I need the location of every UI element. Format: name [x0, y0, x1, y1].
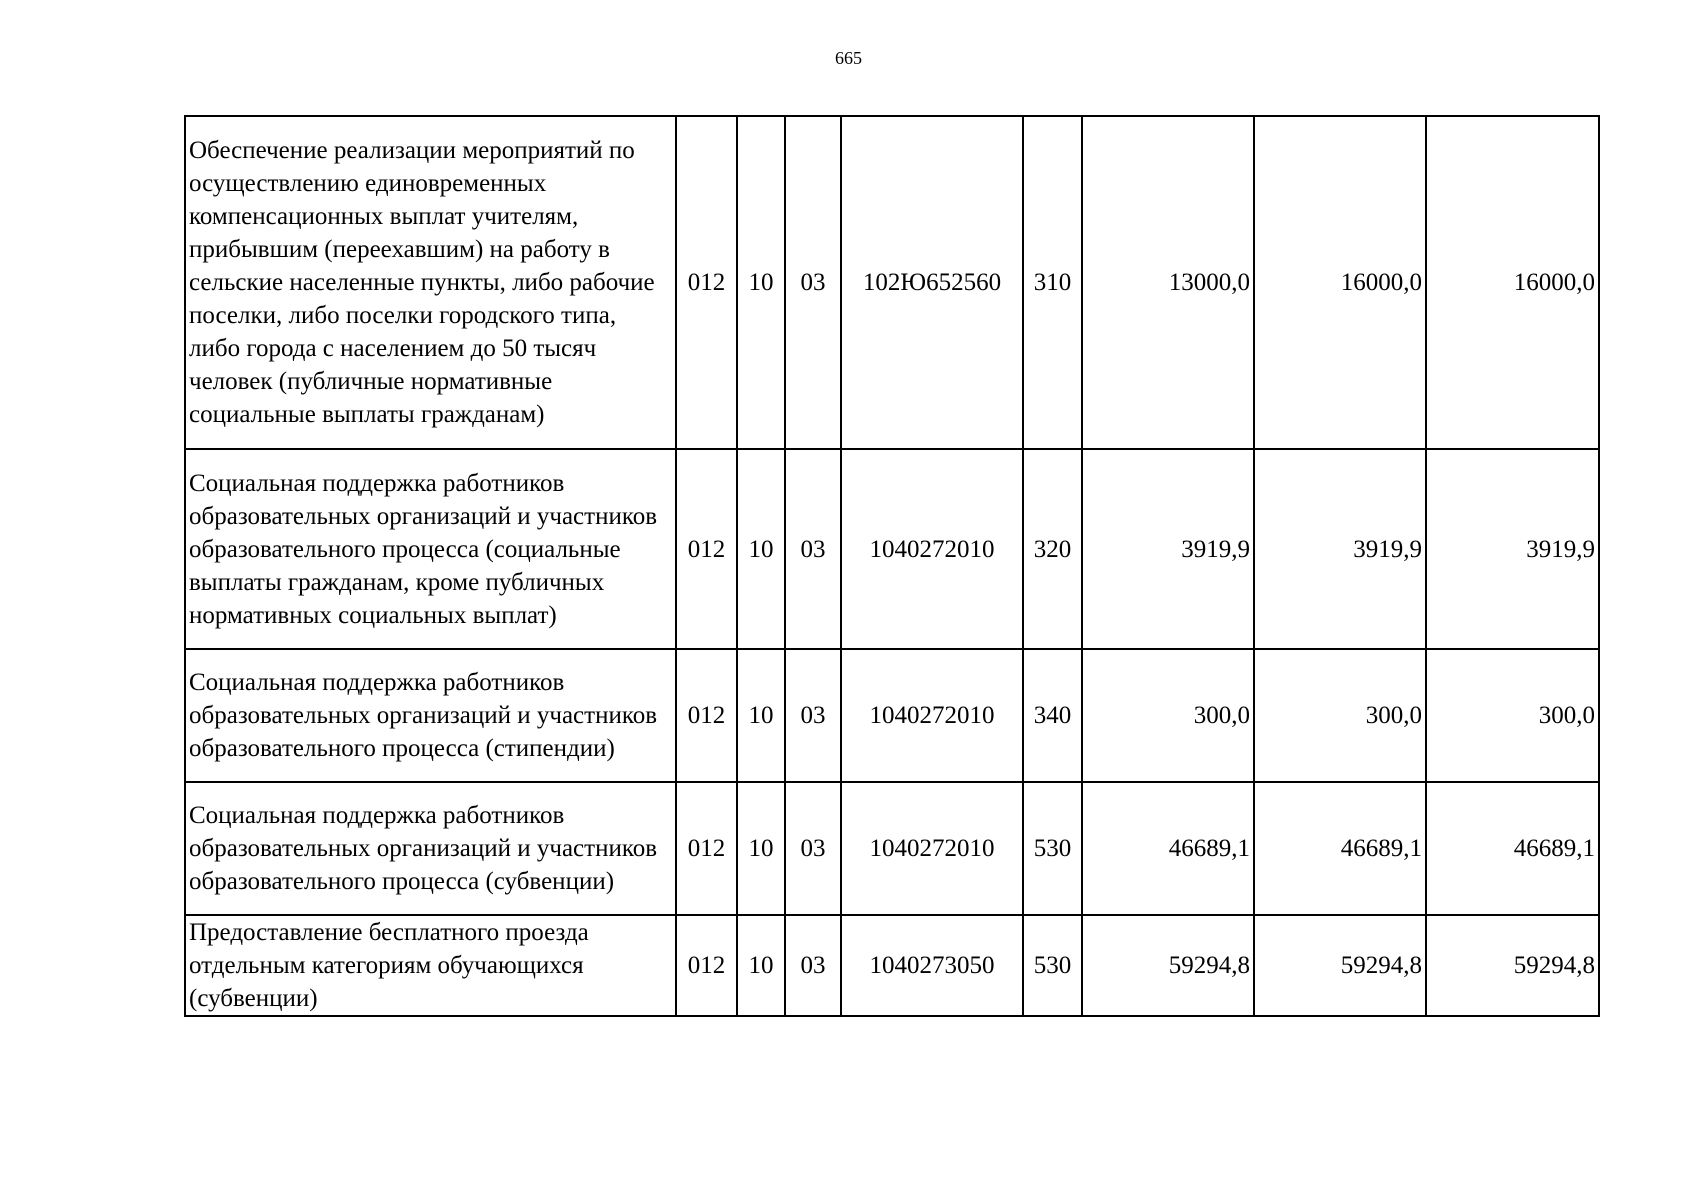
table-row: [185, 915, 1599, 1016]
section-code: 10: [737, 116, 785, 449]
amount-year-1: 3919,9: [1082, 449, 1254, 649]
subsection-code: 03: [785, 649, 841, 782]
amount-year-1: 59294,8: [1082, 915, 1254, 1016]
budget-table: [184, 115, 1600, 1017]
amount-year-1: 300,0: [1082, 649, 1254, 782]
page-number: 665: [835, 48, 862, 68]
row-name: Социальная поддержка работников образовательных организаций и участников образовательного процесса (социальные выплаты гражданам, кроме публичных нормативных социальных выплат): [185, 449, 676, 649]
amount-year-3: 3919,9: [1426, 449, 1599, 649]
ministry-code: 012: [676, 449, 737, 649]
amount-year-2: 300,0: [1254, 649, 1426, 782]
table-row: [185, 782, 1599, 915]
amount-year-3: 59294,8: [1426, 915, 1599, 1016]
target-article-code: 1040272010: [841, 449, 1023, 649]
section-code: 10: [737, 449, 785, 649]
amount-year-3: 16000,0: [1426, 116, 1599, 449]
row-name: Социальная поддержка работников образовательных организаций и участников образовательного процесса (стипендии): [185, 649, 676, 782]
subsection-code: 03: [785, 449, 841, 649]
subsection-code: 03: [785, 116, 841, 449]
row-name: Предоставление бесплатного проезда отдельным категориям обучающихся (субвенции): [185, 915, 676, 1016]
amount-year-3: 300,0: [1426, 649, 1599, 782]
section-code: 10: [737, 915, 785, 1016]
amount-year-3: 46689,1: [1426, 782, 1599, 915]
ministry-code: 012: [676, 782, 737, 915]
amount-year-2: 46689,1: [1254, 782, 1426, 915]
table-row: [185, 649, 1599, 782]
expense-type-code: 320: [1023, 449, 1082, 649]
table-row: [185, 449, 1599, 649]
amount-year-1: 46689,1: [1082, 782, 1254, 915]
row-name: Обеспечение реализации мероприятий по осуществлению единовременных компенсационных выплат учителям, прибывшим (переехавшим) на работу в сельские населенные пункты, либо рабочие поселки, либо поселки городского типа, либо города с населением до 50 тысяч человек (публичные нормативные социальные выплаты гражданам): [185, 116, 676, 449]
amount-year-2: 16000,0: [1254, 116, 1426, 449]
ministry-code: 012: [676, 915, 737, 1016]
subsection-code: 03: [785, 915, 841, 1016]
section-code: 10: [737, 649, 785, 782]
amount-year-2: 3919,9: [1254, 449, 1426, 649]
expense-type-code: 340: [1023, 649, 1082, 782]
expense-type-code: 310: [1023, 116, 1082, 449]
target-article-code: 1040273050: [841, 915, 1023, 1016]
expense-type-code: 530: [1023, 782, 1082, 915]
table-row: [185, 116, 1599, 449]
subsection-code: 03: [785, 782, 841, 915]
expense-type-code: 530: [1023, 915, 1082, 1016]
section-code: 10: [737, 782, 785, 915]
target-article-code: 1040272010: [841, 782, 1023, 915]
ministry-code: 012: [676, 649, 737, 782]
target-article-code: 102Ю652560: [841, 116, 1023, 449]
target-article-code: 1040272010: [841, 649, 1023, 782]
row-name: Социальная поддержка работников образовательных организаций и участников образовательного процесса (субвенции): [185, 782, 676, 915]
amount-year-2: 59294,8: [1254, 915, 1426, 1016]
amount-year-1: 13000,0: [1082, 116, 1254, 449]
ministry-code: 012: [676, 116, 737, 449]
